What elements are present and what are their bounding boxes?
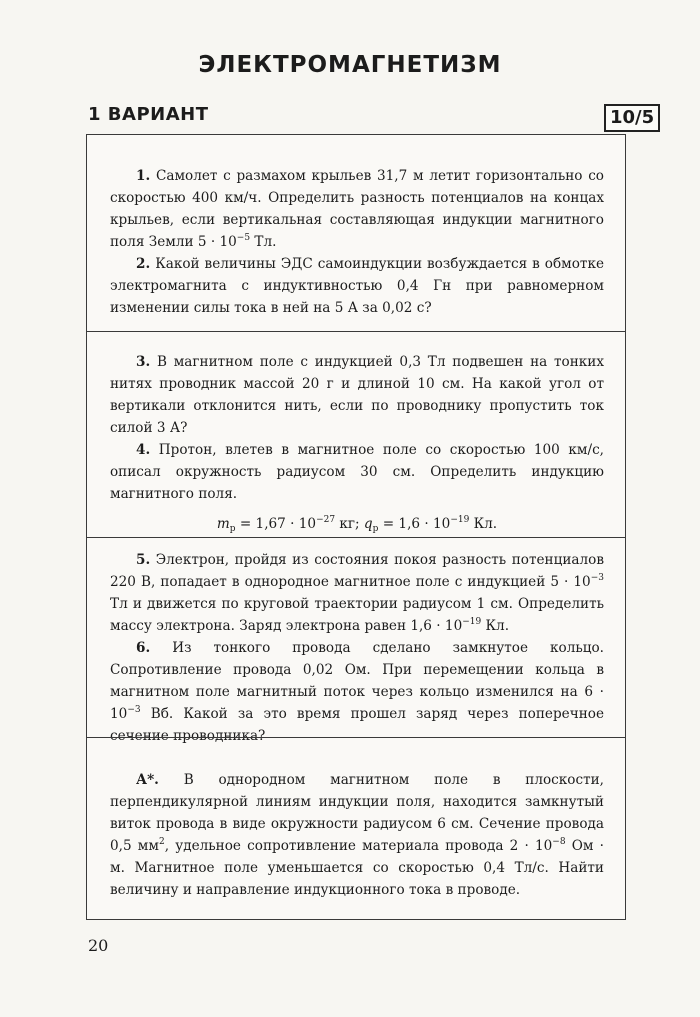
task-text-tail: Тл. xyxy=(250,234,277,250)
task-6 xyxy=(110,637,604,747)
formula-text: = 1,67 · 10 xyxy=(235,516,317,532)
task-text: В магнитном поле с индукцией 0,3 Тл подвешен на тонких нитях проводник массой 20 г и длиной 10 см. На какой угол от вертикали отклонится нить, если по проводнику пропустить ток силой 3 А? xyxy=(110,354,604,436)
section-divider xyxy=(87,331,625,332)
tasks-frame xyxy=(86,134,626,920)
task-text: Кл. xyxy=(481,618,510,634)
task-section-4 xyxy=(87,769,625,901)
task-section-1 xyxy=(87,165,625,319)
task-3 xyxy=(110,351,604,439)
subscript: p xyxy=(372,524,379,534)
task-2 xyxy=(110,253,604,319)
task-text: Электрон, пройдя из состояния покоя разность потенциалов 220 В, попадает в однородное магнитное поле с индукцией 5 · 10 xyxy=(110,552,604,590)
formula-unit: кг; xyxy=(335,516,364,532)
task-a xyxy=(110,769,604,901)
task-number: А*. xyxy=(136,772,159,788)
task-text: , удельное сопротивление материала провода 2 · 10 xyxy=(164,838,553,854)
task-section-2 xyxy=(87,351,625,535)
page-title: ЭЛЕКТРОМАГНЕТИЗМ xyxy=(198,52,502,78)
section-divider xyxy=(87,737,625,738)
section-divider xyxy=(87,537,625,538)
subscript: p xyxy=(229,524,236,534)
task-4-formula xyxy=(110,513,604,535)
task-text: Тл и движется по круговой траектории радиусом 1 см. Определить массу электрона. Заряд электрона равен 1,6 · 10 xyxy=(110,596,604,634)
task-1 xyxy=(110,165,604,253)
exponent: −19 xyxy=(462,617,482,627)
task-section-3 xyxy=(87,549,625,747)
task-text: В однородном магнитном поле в плоскости, перпендикулярной линиям индукции поля, находится замкнутый виток провода в виде окружности радиусом 6 см. Сечение провода 0,5 мм xyxy=(110,772,604,854)
task-number: 3. xyxy=(136,354,151,370)
task-text: Самолет с размахом крыльев 31,7 м летит горизонтально со скоростью 400 км/ч. Определить разность потенциалов на концах крыльев, если вертикальная составляющая индукции магнитного поля Земли 5 · 10 xyxy=(110,168,604,250)
exponent: −5 xyxy=(236,233,251,243)
task-text: Из тонкого провода сделано замкнутое кольцо. Сопротивление провода 0,02 Ом. При перемещении кольца в магнитном поле магнитный поток через кольцо изменился на 6 · 10 xyxy=(110,640,604,722)
task-5 xyxy=(110,549,604,637)
formula-unit: Кл. xyxy=(469,516,498,532)
exponent: −27 xyxy=(316,515,336,525)
variant-title: 1 ВАРИАНТ xyxy=(88,104,209,125)
exponent: −3 xyxy=(127,705,141,715)
exponent: −8 xyxy=(552,837,566,847)
task-text: Вб. Какой за это время прошел заряд через поперечное сечение проводника? xyxy=(110,706,604,744)
task-text: Протон, влетев в магнитное поле со скоростью 100 км/с, описал окружность радиусом 30 см. Определить индукцию магнитного поля. xyxy=(110,442,604,502)
task-number: 4. xyxy=(136,442,151,458)
task-4 xyxy=(110,439,604,505)
mass-symbol: m xyxy=(216,516,230,532)
task-number: 2. xyxy=(136,256,151,272)
variant-code-badge: 10/5 xyxy=(604,104,660,132)
exponent: −3 xyxy=(590,573,604,583)
exponent: 2 xyxy=(158,837,165,847)
page-number: 20 xyxy=(88,936,109,955)
task-number: 6. xyxy=(136,640,151,656)
exponent: −19 xyxy=(450,515,470,525)
task-text: Ом · м. Магнитное поле уменьшается со скоростью 0,4 Тл/с. Найти величину и направление индукционного тока в проводе. xyxy=(110,838,604,898)
task-number: 5. xyxy=(136,552,151,568)
charge-symbol: q xyxy=(363,516,373,532)
task-text: Какой величины ЭДС самоиндукции возбуждается в обмотке электромагнита с индуктивностью 0,4 Гн при равномерном изменении силы тока в ней на 5 А за 0,02 с? xyxy=(110,256,604,316)
formula-text: = 1,6 · 10 xyxy=(378,516,451,532)
task-number: 1. xyxy=(136,168,151,184)
